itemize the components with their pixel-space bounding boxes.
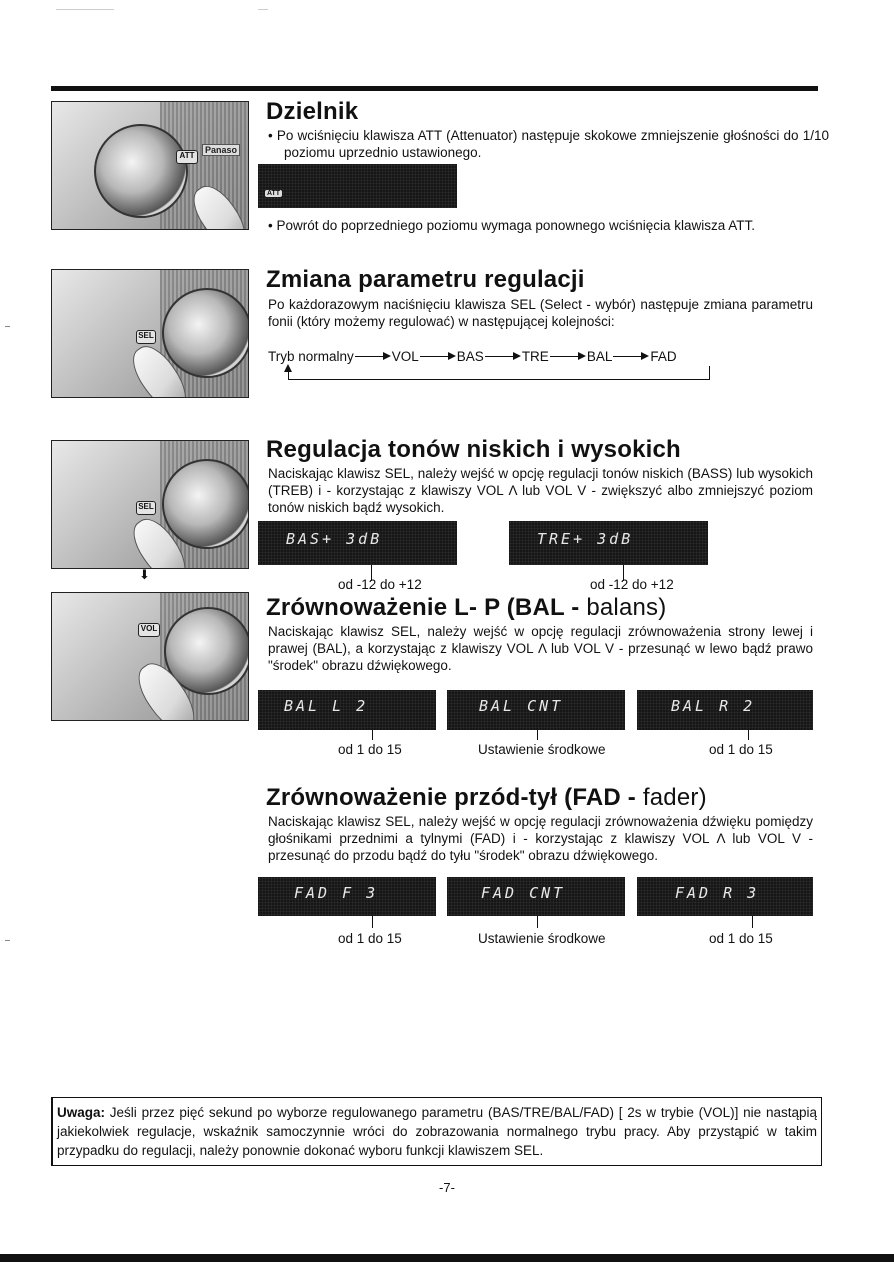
display-text: BAS+ 3dB [286, 530, 383, 548]
parameter-sequence [268, 349, 677, 364]
arrow-right-icon [550, 351, 586, 361]
fader-front-display [258, 877, 436, 916]
down-arrow-icon: ⬇ [139, 567, 150, 582]
display-text: TRE+ 3dB [537, 530, 634, 548]
seq-item: Tryb normalny [268, 349, 354, 364]
pointer-line [537, 730, 538, 740]
seq-item: BAL [586, 349, 613, 364]
photo-vol-buttons [51, 592, 249, 721]
arrow-right-icon [485, 351, 521, 361]
balance-left-display [258, 690, 436, 730]
dzielnik-bullet-1: • Po wciśnięciu klawisza ATT (Attenuator) następuje skokowe zmniejszenie głośności do 1/10 poziomu uprzednio ustawionego. [268, 127, 829, 161]
balance-center-caption: Ustawienie środkowe [478, 742, 606, 757]
bass-range-caption: od -12 do +12 [338, 577, 422, 592]
zmiana-text: Po każdorazowym naciśnięciu klawisza SEL (Select - wybór) następuje zmiana parametru fonii (który możemy regulować) w następującej kolejności: [268, 297, 813, 329]
pointer-line [537, 916, 538, 928]
balance-right-caption: od 1 do 15 [709, 742, 773, 757]
volume-knob-image [94, 124, 188, 218]
bass-display [258, 521, 457, 565]
fader-center-caption: Ustawienie środkowe [478, 931, 606, 946]
arrow-up-icon [284, 364, 292, 372]
title-light-part: fader) [636, 784, 707, 811]
sel-button-image: SEL [136, 501, 156, 515]
note-label: Uwaga: [57, 1105, 106, 1120]
balance-left-caption: od 1 do 15 [338, 742, 402, 757]
note-box [51, 1097, 822, 1166]
att-indicator: ATT [267, 190, 281, 197]
fader-rear-display [637, 877, 813, 916]
section-title-balans [266, 594, 666, 622]
title-bold-part: Zrównoważenie przód-tył (FAD - [266, 784, 636, 811]
seq-item: TRE [521, 349, 549, 364]
dzielnik-bullet-2: • Powrót do poprzedniego poziomu wymaga ponownego wciśnięcia klawisza ATT. [268, 217, 829, 234]
pointer-line [372, 730, 373, 740]
vol-button-image: VOL [138, 623, 160, 637]
volume-knob-image [162, 288, 249, 378]
tony-text: Naciskając klawisz SEL, należy wejść w opcję regulacji tonów niskich (BASS) lub wysokich (TREB) i - korzystając z klawiszy VOL Λ lub VOL V - zwiększyć albo zmniejszyć poziom tonów niskich bądź wysokich. [268, 466, 813, 515]
sequence-return-loop [288, 366, 710, 380]
pointer-line [748, 730, 749, 740]
treble-display [509, 521, 708, 565]
volume-knob-image [162, 459, 249, 549]
seq-item: VOL [391, 349, 419, 364]
arrow-right-icon [613, 351, 649, 361]
margin-mark [5, 326, 10, 327]
seq-item: FAD [650, 349, 677, 364]
display-text: FAD R 3 [675, 884, 760, 902]
title-light-part: balans) [579, 594, 667, 621]
display-text: FAD F 3 [294, 884, 379, 902]
section-title-dzielnik: Dzielnik [266, 98, 359, 125]
pointer-line [372, 916, 373, 928]
display-text: BAL R 2 [671, 697, 756, 715]
arrow-right-icon [355, 351, 391, 361]
balance-right-display [637, 690, 813, 730]
brand-logo-image: Panaso [202, 144, 240, 156]
att-button-image: ATT [176, 150, 198, 164]
page-number: -7- [439, 1180, 455, 1195]
fader-text: Naciskając klawisz SEL, należy wejść w opcję regulacji zrównoważenia dźwięku pomiędzy głośnikami przednimi a tylnymi (FAD) i - korzystając z klawiszy VOL Λ lub VOL V - przesunąć do przodu bądź do tyłu "środek" obrazu dźwiękowego. [268, 814, 813, 863]
seq-item: BAS [456, 349, 484, 364]
fader-center-display [447, 877, 625, 916]
title-bold-part: Zrównoważenie L- P (BAL - [266, 594, 580, 621]
section-title-tony: Regulacja tonów niskich i wysokich [266, 436, 681, 463]
photo-att-button [51, 101, 249, 230]
photo-sel-tones [51, 440, 249, 569]
balans-text: Naciskając klawisz SEL, należy wejść w opcję regulacji zrównoważenia strony lewej i prawej (BAL), a korzystając z klawiszy VOL Λ lub VOL V - przesunąć w lewo bądź prawo "środek" obrazu dźwiękowego. [268, 624, 813, 673]
section-title-fader [266, 784, 707, 812]
scan-mark [258, 9, 268, 10]
fader-front-caption: od 1 do 15 [338, 931, 402, 946]
top-rule [51, 86, 818, 91]
photo-sel-button [51, 269, 249, 398]
display-text: BAL L 2 [284, 697, 369, 715]
display-text: FAD CNT [481, 884, 566, 902]
margin-mark [5, 940, 10, 941]
balance-center-display [447, 690, 625, 730]
treble-range-caption: od -12 do +12 [590, 577, 674, 592]
arrow-right-icon [420, 351, 456, 361]
bottom-rule [0, 1254, 894, 1262]
section-title-zmiana: Zmiana parametru regulacji [266, 266, 585, 293]
note-text: Jeśli przez pięć sekund po wyborze regulowanego parametru (BAS/TRE/BAL/FAD) [ 2s w trybie (VOL)] nie nastąpią jakiekolwiek regulacje, wskaźnik samoczynnie wróci do zobrazowania normalnego trybu pracy. Aby przystąpić w takim przypadku do regulacji, należy ponownie dokonać wyboru funkcji klawiszem SEL. [57, 1105, 817, 1158]
fader-rear-caption: od 1 do 15 [709, 931, 773, 946]
pointer-line [752, 916, 753, 928]
sel-button-image: SEL [136, 330, 156, 344]
scan-mark [56, 9, 114, 10]
att-display [258, 164, 457, 208]
display-text: BAL CNT [479, 697, 564, 715]
